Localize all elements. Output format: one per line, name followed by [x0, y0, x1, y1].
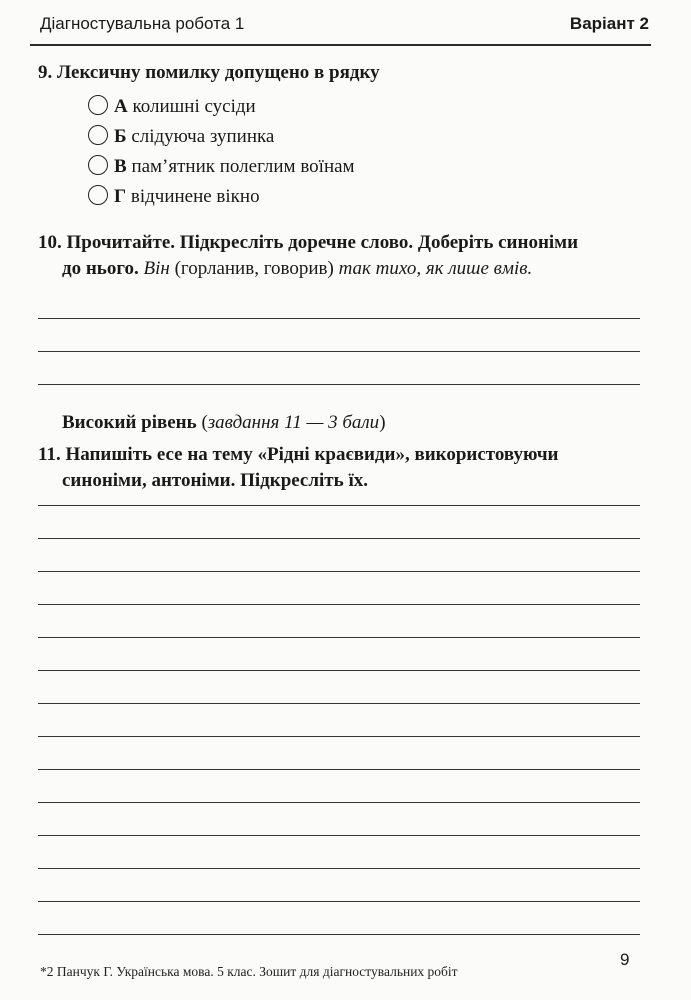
- question-9: 9. Лексичну помилку допущено в рядку: [38, 62, 380, 83]
- answer-line[interactable]: [38, 670, 640, 671]
- page-header: [30, 8, 651, 46]
- work-title: Діагностувальна робота 1: [40, 14, 245, 33]
- answer-circle[interactable]: [88, 125, 108, 145]
- answer-line[interactable]: [38, 868, 640, 869]
- option-letter: Г: [114, 186, 127, 207]
- page-number: 9: [620, 950, 630, 969]
- q10-sentence-start: Він: [143, 258, 170, 279]
- option-letter: Б: [114, 126, 127, 147]
- answer-line[interactable]: [38, 769, 640, 770]
- answer-line[interactable]: [38, 934, 640, 935]
- level-label: Високий рівень: [62, 412, 197, 433]
- answer-circle[interactable]: [88, 185, 108, 205]
- answer-line[interactable]: [38, 703, 640, 704]
- q10-choices: (горланив, говорив): [174, 258, 334, 279]
- answer-circle[interactable]: [88, 155, 108, 175]
- option-text: пам’ятник полеглим воїнам: [131, 156, 355, 177]
- footer-credit: *2 Панчук Г. Українська мова. 5 клас. Зошит для діагностувальних робіт: [40, 964, 458, 979]
- answer-line[interactable]: [38, 604, 640, 605]
- answer-line[interactable]: [38, 736, 640, 737]
- level-detail: завдання 11 — 3 бали: [207, 412, 380, 433]
- question-10-line1: 10. Прочитайте. Підкресліть доречне слово. Доберіть синоніми: [38, 232, 579, 253]
- variant-label: Варіант 2: [569, 14, 649, 33]
- question-11-line2: синоніми, антоніми. Підкресліть їх.: [62, 470, 368, 491]
- option-text: колишні сусіди: [132, 96, 256, 117]
- level-heading: Високий рівень (завдання 11 — 3 бали): [62, 412, 386, 433]
- answer-line[interactable]: [38, 571, 640, 572]
- answer-circle[interactable]: [88, 95, 108, 115]
- answer-line[interactable]: [38, 351, 640, 352]
- q10-lead: до нього.: [62, 258, 139, 279]
- answer-line[interactable]: [38, 384, 640, 385]
- option-text: слідуюча зупинка: [131, 126, 275, 147]
- question-11-line1: 11. Напишіть есе на тему «Рідні краєвиди», використовуючи: [38, 444, 559, 465]
- answer-line[interactable]: [38, 318, 640, 319]
- answer-line[interactable]: [38, 901, 640, 902]
- option-letter: А: [114, 96, 128, 117]
- answer-line[interactable]: [38, 538, 640, 539]
- answer-line[interactable]: [38, 835, 640, 836]
- answer-line[interactable]: [38, 637, 640, 638]
- answer-line[interactable]: [38, 505, 640, 506]
- option-text: відчинене вікно: [130, 186, 260, 207]
- answer-line[interactable]: [38, 802, 640, 803]
- option-letter: В: [114, 156, 127, 177]
- question-10-line2: [62, 256, 532, 282]
- q10-sentence-end: так тихо, як лише вмів.: [338, 258, 533, 279]
